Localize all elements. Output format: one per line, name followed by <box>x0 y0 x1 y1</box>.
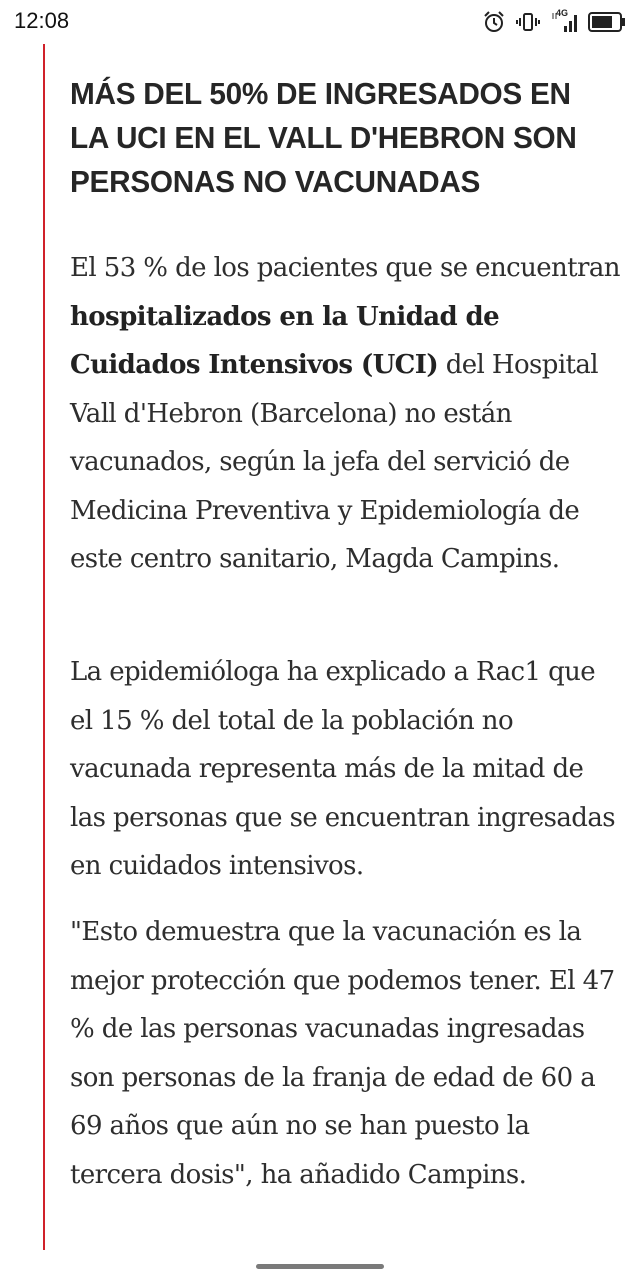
battery-icon <box>588 11 626 33</box>
home-gesture-handle[interactable] <box>256 1264 384 1269</box>
paragraph-1-text-start: El 53 % de los pacientes que se encuentran <box>70 253 620 283</box>
status-icons <box>482 8 626 36</box>
paragraph-1-text-end: del Hospital Vall d'Hebron (Barcelona) no están vacunados, según la jefa del servició de Medicina Preventiva y Epidemiología de este centro sanitario, Magda Campins. <box>70 350 598 574</box>
network-type: 4G <box>556 8 569 18</box>
vibrate-icon <box>516 10 540 34</box>
alarm-icon <box>482 10 506 34</box>
article-paragraph-3: "Esto demuestra que la vacunación es la mejor protección que podemos tener. El 47 % de las personas vacunadas ingresadas son personas de la franja de edad de 60 a 69 años que aún no se han puesto la tercera dosis", ha añadido Campins. <box>70 917 615 1190</box>
article-headline: MÁS DEL 50% DE INGRESADOS EN LA UCI EN EL VALL D'HEBRON SON PERSONAS NO VACUNADAS <box>70 76 577 199</box>
article <box>70 72 620 1190</box>
article-paragraph-1 <box>70 244 620 584</box>
article-accent-line <box>43 44 45 1250</box>
article-paragraph-2: La epidemióloga ha explicado a Rac1 que el 15 % del total de la población no vacunada representa más de la mitad de las personas que se encuentran ingresadas en cuidados intensivos. <box>70 657 615 881</box>
navigation-bar <box>0 1250 640 1280</box>
status-time: 12:08 <box>14 8 70 33</box>
signal-icon <box>550 10 578 34</box>
paragraph-1-bold-text: hospitalizados en la Unidad de Cuidados Intensivos (UCI) <box>70 301 500 380</box>
status-bar <box>0 0 640 44</box>
